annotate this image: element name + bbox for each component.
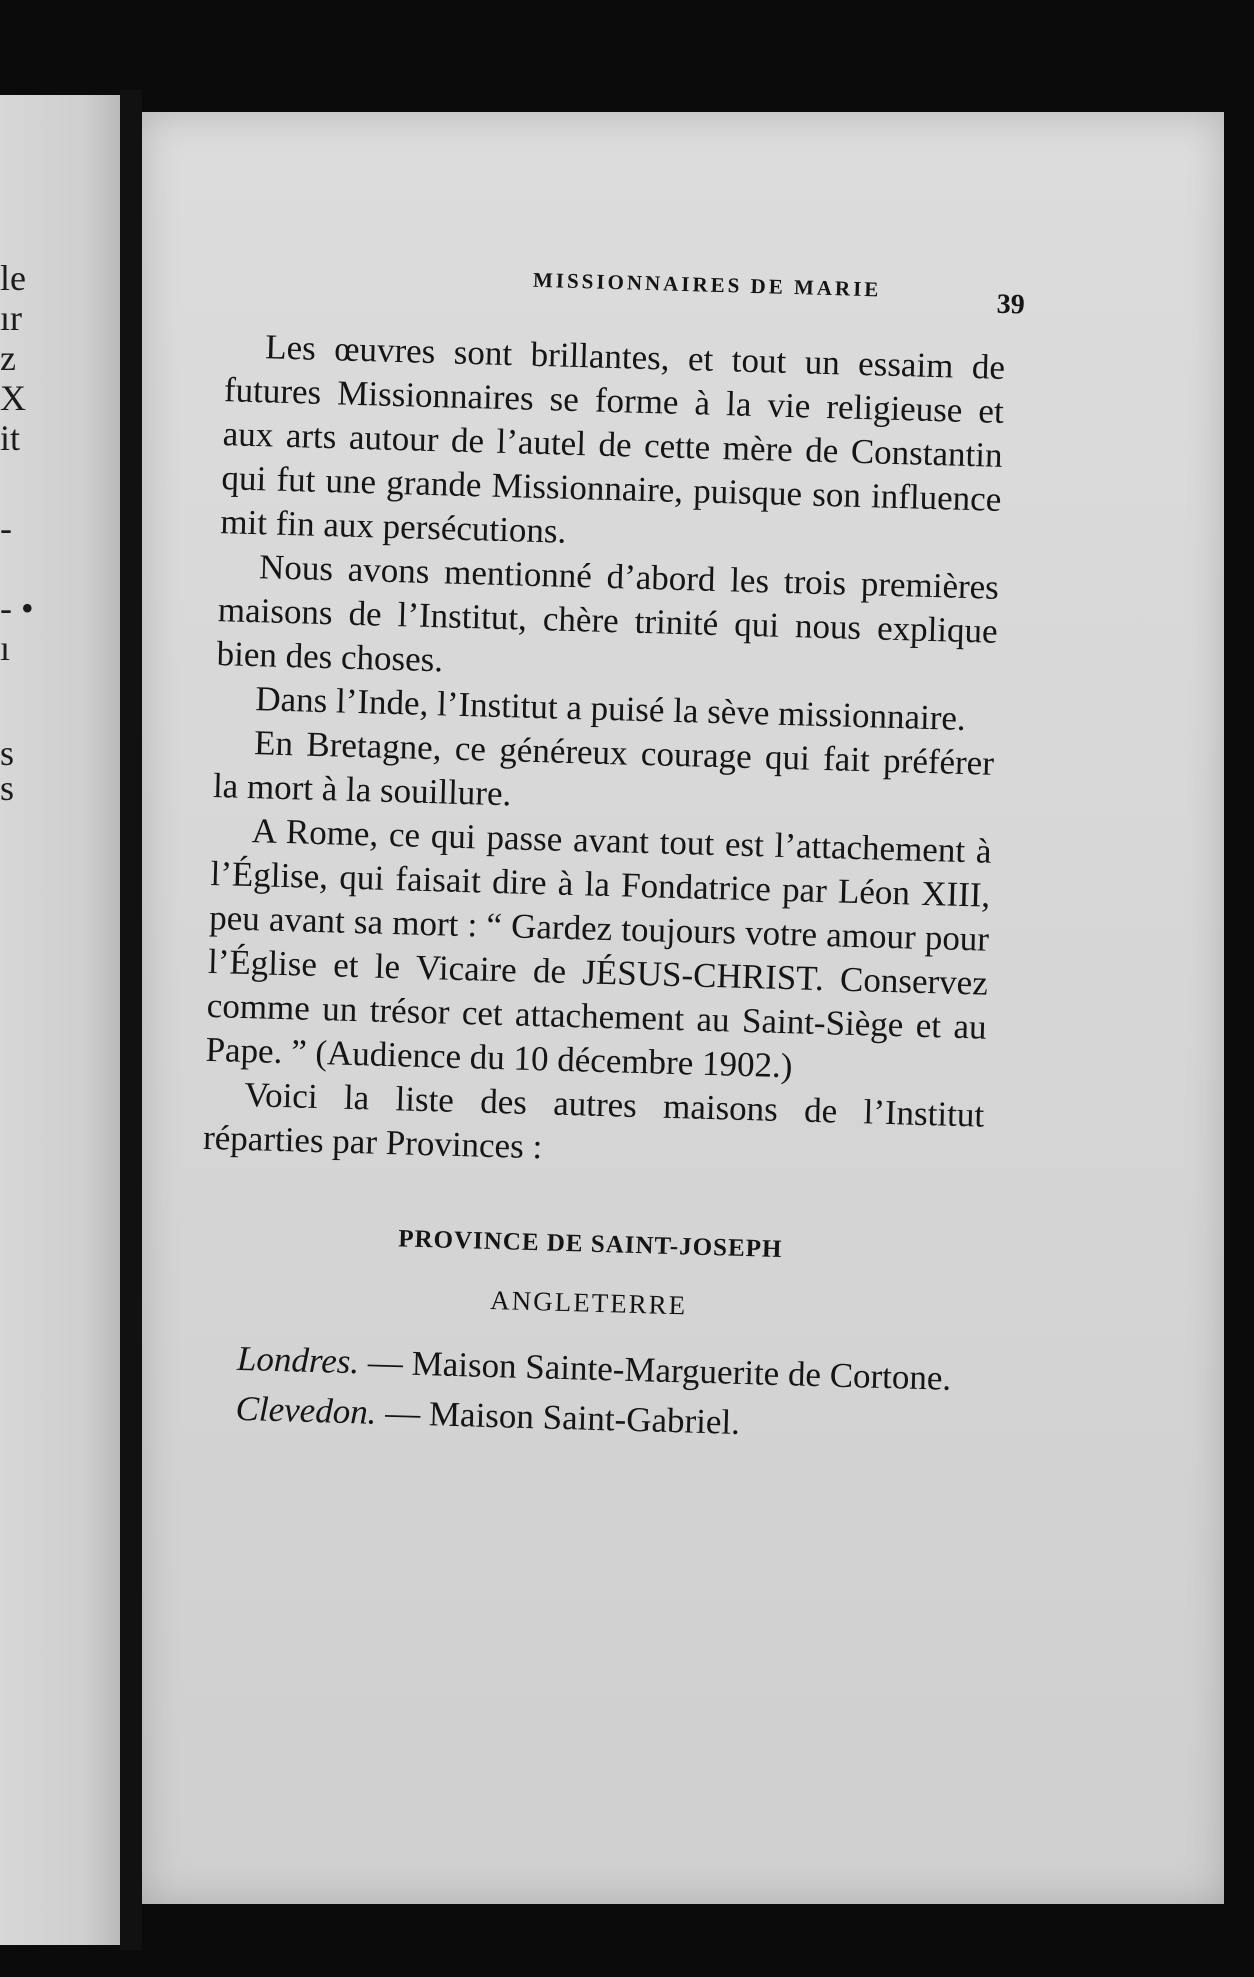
page-body xyxy=(195,324,1006,1451)
left-page-fragment: z xyxy=(0,338,16,378)
country-heading: ANGLETERRE xyxy=(489,1284,688,1321)
house-place: Clevedon. xyxy=(235,1388,378,1432)
left-page-fragment: le xyxy=(0,258,26,298)
paragraph: Nous avons mentionné d’abord les trois premières maisons de l’Institut, chère trinité qui nous explique bien des choses. xyxy=(216,547,1000,680)
left-page-fragment: - • xyxy=(0,588,34,628)
running-head: MISSIONNAIRES DE MARIE xyxy=(532,267,882,302)
house-place: Londres. xyxy=(236,1338,360,1382)
paragraph: En Bretagne, ce généreux courage qui fait préférer la mort à la souillure. xyxy=(212,723,995,814)
paragraph: Dans l’Inde, l’Institut a puisé la sève missionnaire. xyxy=(254,679,967,738)
page-content xyxy=(102,97,1234,1919)
left-page-fragment: s xyxy=(0,733,15,773)
left-page-edge xyxy=(0,95,120,1945)
paragraph: A Rome, ce qui passe avant tout est l’attachement à l’Église, qui faisait dire à la Fondatrice par Léon XIII, peu avant sa mort : “ Gardez toujours votre amour pour l’Église et le Vicaire de JÉSUS-CHRIST. Conservez comme un trésor cet attachement au Saint-Siège et au Pape. ” (Audience du 10 décembre 1902.) xyxy=(205,811,993,1086)
house-description: — Maison Saint-Gabriel. xyxy=(375,1392,741,1442)
left-page-fragment: X xyxy=(0,378,26,418)
left-page-fragment: ı xyxy=(0,628,11,668)
left-page-fragment: ır xyxy=(0,298,22,338)
paragraph: Voici la liste des autres maisons de l’Institut réparties par Provinces : xyxy=(202,1075,985,1167)
left-page-fragment: it xyxy=(0,418,21,458)
house-description: — Maison Sainte-Marguerite de Cortone. xyxy=(358,1342,952,1398)
book-page xyxy=(142,112,1224,1904)
province-heading: PROVINCE DE SAINT-JOSEPH xyxy=(397,1225,783,1264)
page-number: 39 xyxy=(996,288,1026,321)
left-page-fragment: s xyxy=(0,768,15,808)
left-page-fragment: - xyxy=(0,508,12,548)
paragraph: Les œuvres sont brillantes, et tout un essaim de futures Missionnaires se forme à la vie religieuse et aux arts autour de l’autel de cette mère de Constantin qui fut une grande Missionnaire, puisque son influence mit fin aux persécutions. xyxy=(219,327,1006,551)
